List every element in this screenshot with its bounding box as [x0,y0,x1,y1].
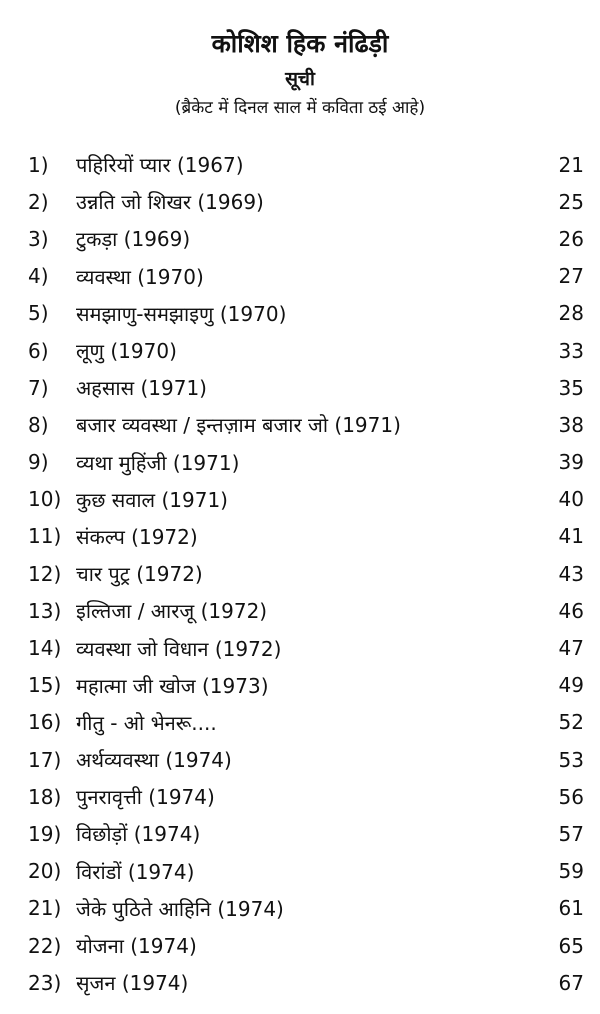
entry-page-number: 38 [558,412,584,437]
toc-entry [28,295,584,332]
entry-title: व्यवस्था जो विधान (1972) [76,636,282,661]
entry-page-number: 28 [558,301,584,326]
entry-page-number: 49 [558,673,584,698]
toc-entry [28,667,584,704]
entry-page-number: 25 [558,189,584,214]
entry-number: 10) [28,487,62,512]
entry-page-number: 56 [558,784,584,809]
entry-page-number: 41 [558,524,584,549]
entry-page-number: 52 [558,710,584,735]
entry-title: बजार व्यवस्था / इन्तज़ाम बजार जो (1971) [76,413,401,438]
entry-number: 15) [28,673,62,698]
entry-page-number: 65 [558,933,584,958]
entry-title: व्यथा मुहिंजी (1971) [76,450,240,475]
entry-page-number: 26 [558,226,584,251]
toc-entry [28,444,584,481]
entry-title: पुनरावृत्ती (1974) [76,785,215,810]
entry-title: टुकड़ा (1969) [76,227,191,252]
entry-page-number: 40 [558,487,584,512]
toc-entry [28,220,584,257]
entry-number: 6) [28,338,49,363]
entry-number: 3) [28,226,49,251]
toc-entry [28,555,584,592]
toc-entry [28,741,584,778]
entry-number: 7) [28,375,49,400]
entry-number: 14) [28,636,62,661]
entry-number: 9) [28,450,49,475]
toc-entry [28,481,584,518]
entry-number: 1) [28,152,49,177]
toc-entry [28,592,584,629]
entry-page-number: 59 [558,859,584,884]
entry-title: इल्तिजा / आरजू (1972) [76,599,268,624]
entry-number: 16) [28,710,62,735]
entry-title: अहसास (1971) [76,376,207,401]
toc-entry [28,146,584,183]
entry-page-number: 46 [558,598,584,623]
toc-entry [28,890,584,927]
entry-number: 18) [28,784,62,809]
toc-entry [28,778,584,815]
entry-title: संकल्प (1972) [76,524,198,549]
entry-title: महात्मा जी खोज (1973) [76,673,269,698]
toc-entry [28,183,584,220]
toc-entry [28,518,584,555]
toc-entry [28,927,584,964]
toc-entry [28,964,584,1001]
entry-number: 2) [28,189,49,214]
entry-title: व्यवस्था (1970) [76,264,204,289]
toc-entry [28,629,584,666]
entry-title: लूणु (1970) [76,339,177,364]
toc-entry [28,704,584,741]
entry-number: 12) [28,561,62,586]
toc-entry [28,332,584,369]
entry-number: 19) [28,821,62,846]
entry-page-number: 39 [558,450,584,475]
entry-title: गीतु - ओ भेनरू.... [76,710,217,735]
entry-page-number: 67 [558,970,584,995]
entry-number: 5) [28,301,49,326]
entry-number: 20) [28,859,62,884]
toc-entry [28,369,584,406]
entry-page-number: 21 [558,152,584,177]
toc-entry [28,853,584,890]
entry-title: योजना (1974) [76,934,197,959]
entry-number: 17) [28,747,62,772]
bracket-note: (ब्रैकेट में दिनल साल में कविता ठई आहे) [174,98,426,118]
entry-title: सृजन (1974) [76,971,189,996]
entry-page-number: 61 [558,896,584,921]
entry-page-number: 33 [558,338,584,363]
entry-title: अर्थव्यवस्था (1974) [76,748,232,773]
table-of-contents [28,146,584,1001]
entry-title: विछोड़ों (1974) [76,822,201,847]
entry-number: 21) [28,896,62,921]
toc-entry [28,815,584,852]
entry-number: 11) [28,524,62,549]
entry-number: 13) [28,598,62,623]
contents-heading: सूची [285,68,315,90]
entry-title: जेके पुठिते आहिनि (1974) [76,896,284,921]
entry-title: कुछ सवाल (1971) [76,487,228,512]
entry-title: विरांडों (1974) [76,859,195,884]
entry-page-number: 43 [558,561,584,586]
entry-title: चार पुट्र (1972) [76,562,203,587]
entry-title: उन्नति जो शिखर (1969) [76,190,264,215]
toc-entry [28,406,584,443]
entry-number: 4) [28,264,49,289]
entry-page-number: 57 [558,821,584,846]
entry-number: 8) [28,412,49,437]
entry-page-number: 53 [558,747,584,772]
entry-title: समझाणु-समझाइणु (1970) [76,301,287,326]
entry-title: पहिरियों प्यार (1967) [76,153,244,178]
book-title: कोशिश हिक नंढिड़ी [211,29,389,58]
toc-entry [28,258,584,295]
entry-page-number: 47 [558,636,584,661]
entry-page-number: 35 [558,375,584,400]
entry-number: 22) [28,933,62,958]
entry-page-number: 27 [558,264,584,289]
entry-number: 23) [28,970,62,995]
